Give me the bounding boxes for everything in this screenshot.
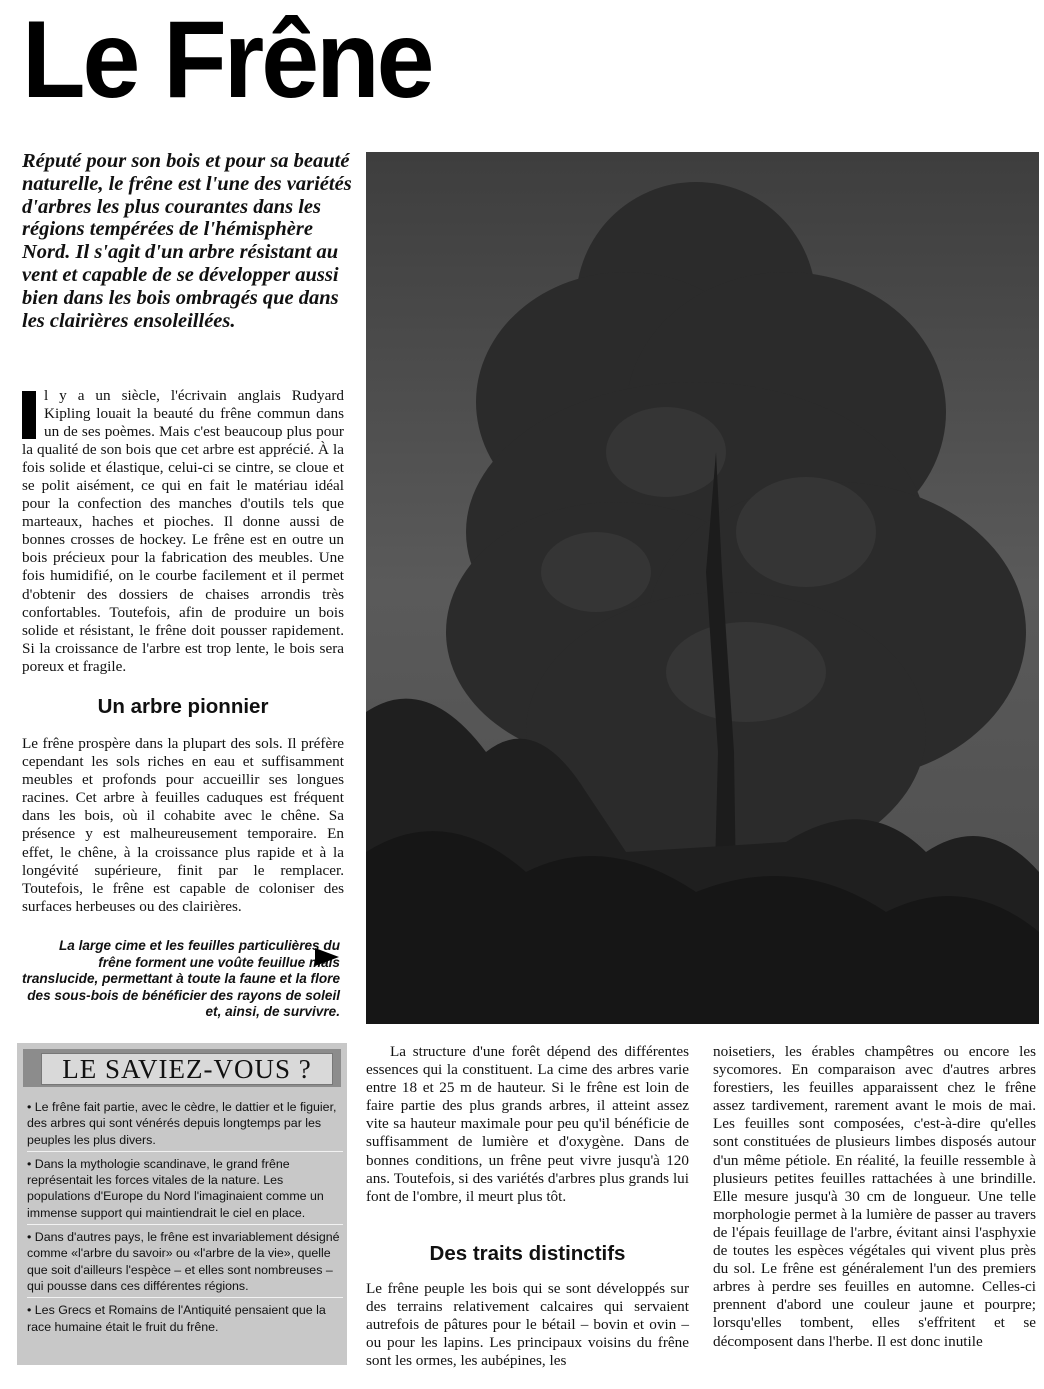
sidebar-item: • Dans d'autres pays, le frêne est invariablement désigné comme «l'arbre du savoir» ou «l'arbre de la vie», quelle que soit d'ailleurs l'espèce – et elles sont nombreuses – qui pousse dans ces différentes régions. bbox=[27, 1229, 343, 1298]
article-column-3 bbox=[713, 1043, 1036, 1351]
photo-credit bbox=[1038, 940, 1044, 1020]
ash-tree-photo bbox=[366, 152, 1039, 1024]
sidebar-item: • Les Grecs et Romains de l'Antiquité pensaient que la race humaine était le fruit du frêne. bbox=[27, 1303, 326, 1334]
article-column-1 bbox=[22, 387, 344, 676]
article-column-2b bbox=[366, 1280, 689, 1370]
drop-cap-i bbox=[22, 391, 36, 439]
article-column-2 bbox=[366, 1043, 689, 1206]
sidebar-title: LE SAVIEZ-VOUS ? bbox=[62, 1054, 312, 1084]
subheading-traits: Des traits distinctifs bbox=[429, 1242, 626, 1265]
article-column-1b bbox=[22, 735, 344, 916]
sidebar-header bbox=[23, 1049, 341, 1087]
sidebar-item: • Dans la mythologie scandinave, le grand frêne représentait les forces vitales de la nature. Les populations d'Europe du Nord l'imaginaient comme un immense support qui maintiendrait le ciel en place. bbox=[27, 1156, 343, 1225]
article-paragraph-2: Le frêne prospère dans la plupart des sols. Il préfère cependant les sols riches en eau et suffisamment meubles et profonds pour accueillir ses longues racines. Cet arbre à feuilles caduques est fréquent dans les bois, où il cohabite avec le chêne. Sa présence y est malheureusement temporaire. En effet, le chêne, à la croissance plus rapide et à la longévité supérieure, finit par le remplacer. Toutefois, le frêne est capable de coloniser des surfaces herbeuses ou des clairières. bbox=[22, 735, 344, 915]
arrow-right-icon bbox=[315, 948, 339, 966]
sidebar-title-plate bbox=[41, 1053, 333, 1085]
tree-illustration bbox=[366, 152, 1039, 1024]
article-paragraph-4: Le frêne peuple les bois qui se sont développés sur des terrains relativement calcaires qui servaient autrefois de pâtures pour le bétail – bovin et ovin – ou pour les lapins. Les principaux voisins du frêne sont les ormes, les aubépines, les bbox=[366, 1280, 689, 1370]
sidebar-list bbox=[27, 1099, 343, 1342]
page-title: Le Frêne bbox=[22, 0, 432, 121]
intro-paragraph: Réputé pour son bois et pour sa beauté naturelle, le frêne est l'une des variétés d'arbres les plus courantes dans les régions tempérées de l'hémisphère Nord. Il s'agit d'un arbre résistant au vent et capable de se développer aussi bien dans les bois ombragés que dans les clairières ensoleillées. bbox=[22, 150, 352, 332]
photo-caption: La large cime et les feuilles particulières du frêne forment une voûte feuillue mais translucide, permettant à toute la faune et la flore des sous-bois de bénéficier des rayons de soleil et, ainsi, de survivre. bbox=[22, 938, 341, 1020]
sidebar-item: • Le frêne fait partie, avec le cèdre, le dattier et le figuier, des arbres qui sont vénérés depuis longtemps par les peuples les plus divers. bbox=[27, 1099, 343, 1152]
article-paragraph-5: noisetiers, les érables champêtres ou encore les sycomores. En comparaison avec d'autres arbres forestiers, les feuilles apparaissent chez le frêne assez tardivement, rarement avant le mois de mai. Les feuilles sont composées, c'est-à-dire qu'elles sont constituées de plusieurs limbes disposés autour d'un même pétiole. En réalité, la feuille ressemble à plusieurs petites feuilles rattachées à une brindille. Elle mesure jusqu'à 30 cm de longueur. Une telle morphologie permet à la lumière de passer au travers de l'épais feuillage de l'arbre, évitant ainsi l'asphyxie de toutes les espèces végétales qui vivent plus près du sol. Le frêne est généralement l'un des premiers arbres à perdre ses feuilles en automne. Celles-ci prennent d'abord une couleur jaune et pourpre; lorsqu'elles tombent, elles s'effritent et se décomposent dans l'herbe. Il est donc inutile bbox=[713, 1043, 1036, 1350]
sidebar-box bbox=[17, 1043, 347, 1365]
article-paragraph-1: l y a un siècle, l'écrivain anglais Rudyard Kipling louait la beauté du frêne commun dans un de ses poèmes. Mais c'est beaucoup plus pour la qualité de son bois que cet arbre est apprécié. À la fois solide et élastique, celui-ci se cintre, se cloue et se polit aisément, ce qui en fait le matériau idéal pour la confection des manches d'outils tels que marteaux, haches et pioches. Il donne aussi de bonnes crosses de hockey. Le frêne est en outre un bois précieux pour la fabrication des meubles. Une fois humidifié, on le courbe facilement et il permet d'obtenir des dossiers de chaises arrondis très confortables. Toutefois, afin de produire un bois solide et résistant, le frêne doit pousser rapidement. Si la croissance de l'arbre est trop lente, le bois sera poreux et fragile. bbox=[22, 387, 344, 675]
subheading-pioneer: Un arbre pionnier bbox=[97, 695, 269, 718]
article-paragraph-3: La structure d'une forêt dépend des différentes essences qui la constituent. La cime des arbres varie entre 18 et 25 m de hauteur. Si le frêne est loin de faire partie des plus grands arbres, il atteint assez vite sa hauteur maximale pour peu qu'il bénéficie de suffisamment de lumière et d'oxygène. Dans de bonnes conditions, un frêne peut vivre jusqu'à 120 ans. Toutefois, si des variétés d'arbres plus grands lui font de l'ombre, il meurt plus tôt. bbox=[366, 1043, 689, 1205]
